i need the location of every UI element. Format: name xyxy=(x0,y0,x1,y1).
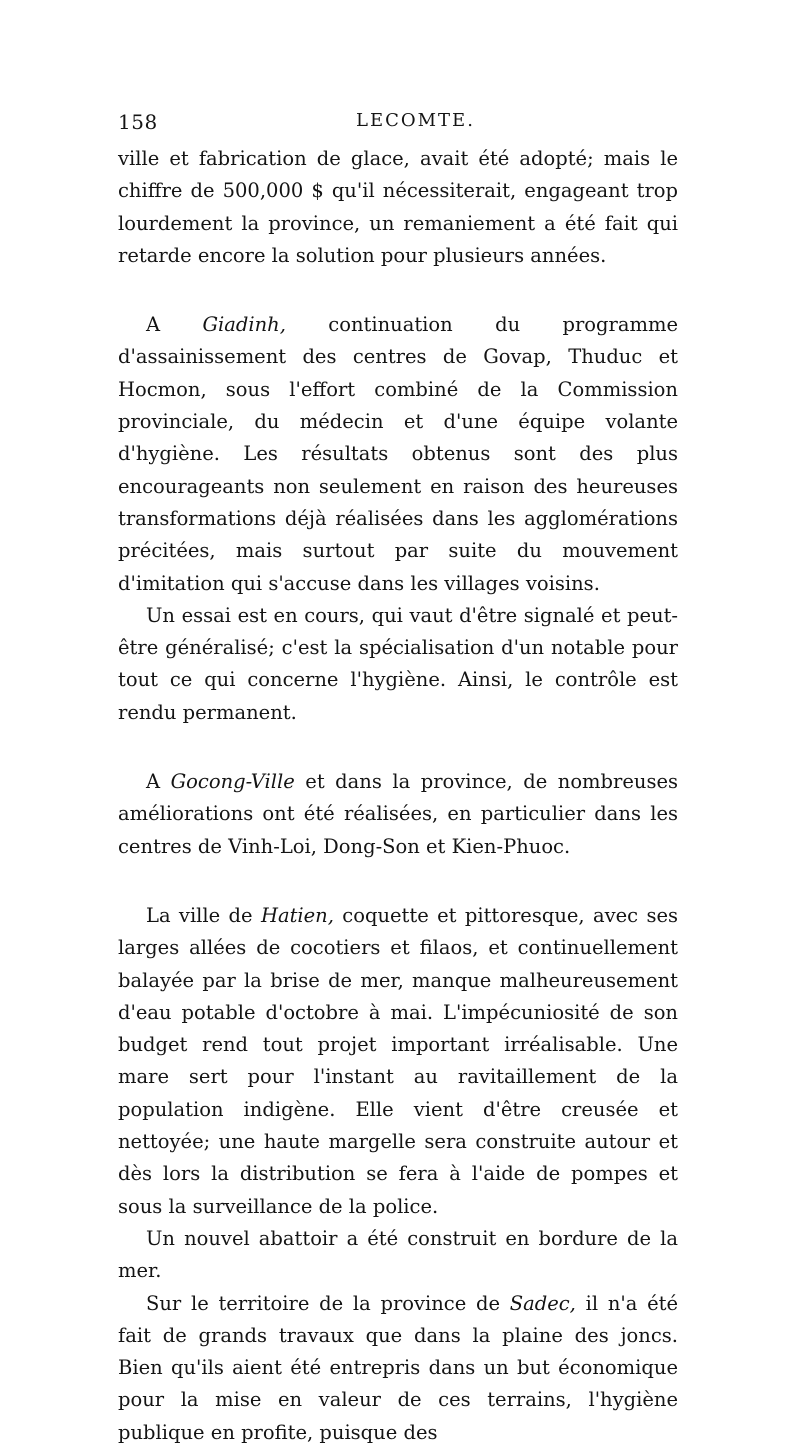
paragraph-text: coquette et pittoresque, avec ses larges allées de cocotiers et filaos, et continuellement balayée par la brise de mer, manque malheureusement d'eau potable d'octobre à mai. L'impécuniosité de son budget rend tout projet important irréalisable. Une mare sert pour l'instant au ravitaillement de la population indigène. Elle vient d'être creusée et nettoyée; une haute margelle sera construite autour et dès lors la distribution se fera à l'aide de pompes et sous la surveillance de la police. xyxy=(118,903,678,1218)
paragraph-text: continuation du programme d'assainissement des centres de Govap, Thuduc et Hocmon, sous l'effort combiné de la Commission provinciale, du médecin et d'une équipe volante d'hygiène. Les résultats obtenus sont des plus encourageants non seulement en raison des heureuses transformations déjà réalisées dans les agglomérations précitées, mais surtout par suite du mouvement d'imitation qui s'accuse dans les villages voisins. xyxy=(118,313,678,595)
paragraph-lead: A xyxy=(146,770,171,794)
paragraph-sadec xyxy=(118,1288,678,1449)
paragraph-lead: A xyxy=(146,313,203,337)
paragraph-giadinh xyxy=(118,309,678,600)
paragraph-lead: Sur le territoire de la province de xyxy=(146,1291,510,1315)
paragraph-gocong xyxy=(118,766,678,863)
paragraph-text: et dans la province, de nombreuses améliorations ont été réalisées, en particulier dans les centres de Vinh-Loi, Dong-Son et Kien-Phuoc. xyxy=(118,770,679,858)
running-head: LECOMTE. xyxy=(356,110,475,131)
place-name: Giadinh, xyxy=(202,313,286,337)
place-name: Sadec, xyxy=(509,1291,576,1315)
paragraph-text: il n'a été fait de grands travaux que dans la plaine des joncs. Bien qu'ils aient été entrepris dans un but économique pour la mise en valeur de ces terrains, l'hygiène publique en profite, puisque des xyxy=(118,1291,679,1444)
paragraph-text: ville et fabrication de glace, avait été adopté; mais le chiffre de 500,000 $ qu'il nécessiterait, engageant trop lourdement la province, un remaniement a été fait qui retarde encore la solution pour plusieurs années. xyxy=(118,147,678,267)
paragraph-text: Un nouvel abattoir a été construit en bordure de la mer. xyxy=(118,1226,678,1283)
paragraph-lead: La ville de xyxy=(146,903,261,927)
body-text xyxy=(118,143,678,1449)
paragraph-hatien xyxy=(118,900,678,1223)
place-name: Hatien, xyxy=(260,903,334,927)
paragraph-text: Un essai est en cours, qui vaut d'être signalé et peut-être généralisé; c'est la spécialisation d'un notable pour tout ce qui concerne l'hygiène. Ainsi, le contrôle est rendu permanent. xyxy=(118,603,678,724)
page-header xyxy=(118,110,678,136)
paragraph-abattoir xyxy=(118,1223,678,1288)
paragraph-glace xyxy=(118,143,678,272)
paragraph-essai xyxy=(118,600,678,729)
place-name: Gocong-Ville xyxy=(170,770,295,794)
page-number: 158 xyxy=(118,110,158,134)
